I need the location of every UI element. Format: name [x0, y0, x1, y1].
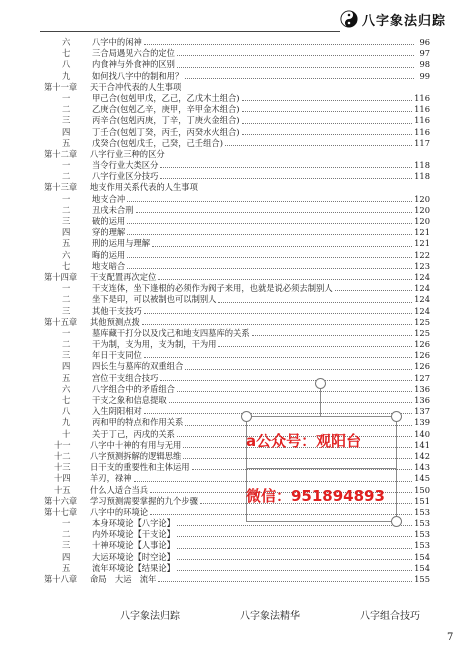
toc-entry-page: 155	[414, 574, 430, 584]
toc-entry-title: 丙辛合(包剋丙庚，丁辛，丁庚火金组合)	[92, 115, 240, 126]
toc-entry-page: 121	[414, 238, 430, 249]
toc-entry	[44, 238, 430, 249]
toc-entry-number: 八	[62, 406, 71, 417]
toc-entry-title: 宫位干支组合技巧	[92, 372, 159, 383]
toc-entry-number: 九	[62, 417, 71, 428]
toc-dot-leader	[177, 552, 412, 560]
toc-entry-page: 153	[414, 529, 430, 540]
toc-entry-number: 二	[62, 339, 71, 350]
toc-entry-page	[165, 149, 179, 160]
toc-entry-title: 戊癸合(包剋戊壬，己癸，己壬组合)	[92, 137, 223, 148]
toc-entry-title: 当令行业大类区分	[92, 160, 159, 171]
toc-entry-page: 123	[414, 260, 430, 271]
page-number: 7	[447, 632, 454, 643]
toc-entry-number: 八	[62, 59, 71, 70]
toc-entry-number: 四	[62, 227, 71, 238]
toc-entry	[44, 283, 430, 294]
toc-entry	[44, 138, 430, 149]
toc-dot-leader	[177, 59, 414, 67]
toc-entry	[44, 563, 430, 574]
toc-entry	[44, 417, 430, 428]
toc-entry-title: 八字中的闲神	[92, 37, 142, 47]
header-logo	[340, 4, 472, 34]
toc-entry-number: 第十二章	[44, 148, 78, 159]
toc-entry-title: 其他干支技巧	[92, 305, 142, 316]
toc-entry-title: 其他预测点拨	[90, 316, 140, 327]
toc-dot-leader	[158, 272, 412, 280]
toc-entry	[44, 317, 430, 328]
toc-entry-page: 124	[414, 294, 430, 305]
toc-entry-number: 一	[62, 283, 71, 294]
toc-entry-number: 六	[62, 249, 71, 260]
page-header	[0, 0, 476, 38]
toc-entry-title: 八字中的环境论	[90, 506, 149, 517]
toc-dot-leader	[177, 48, 414, 56]
overlay-line-top	[246, 416, 396, 417]
toc-dot-leader	[127, 250, 412, 258]
toc-entry-number: 第十七章	[44, 506, 78, 517]
toc-entry-number: 第十八章	[44, 574, 78, 584]
toc-entry	[44, 160, 430, 171]
toc-dot-leader	[218, 339, 412, 347]
toc-dot-leader	[242, 93, 413, 101]
toc-entry-page: 126	[414, 361, 430, 372]
toc-entry-number: 一	[62, 518, 71, 529]
toc-entry-page: 141	[414, 439, 430, 450]
toc-entry-page: 124	[414, 271, 430, 282]
toc-entry-number: 一	[62, 327, 71, 338]
toc-dot-leader	[183, 451, 412, 459]
toc-entry-title: 干支连体，坐下逢根的必须作为阀子来用，也就是说必须去制别人	[92, 283, 333, 294]
page-footer	[120, 607, 420, 622]
toc-entry-number: 三	[62, 350, 71, 361]
toc-dot-leader	[150, 507, 412, 515]
toc-entry-title: 晦的运用	[92, 249, 126, 260]
toc-entry-page: 136	[414, 395, 430, 405]
toc-dot-leader	[177, 529, 412, 537]
toc-entry	[44, 272, 430, 283]
toc-dot-leader	[160, 373, 412, 381]
toc-entry-page: 120	[414, 216, 430, 226]
overlay-ring-top	[315, 378, 326, 389]
toc-dot-leader	[127, 227, 412, 235]
toc-entry-title: 内外环境论【干支论】	[92, 529, 175, 540]
toc-entry-number: 四	[62, 126, 71, 137]
header-brand-title: 八字象法归踪	[362, 13, 447, 29]
toc-entry-title: 刑的运用与理解	[92, 238, 151, 249]
overlay-ring-right	[391, 411, 402, 422]
toc-entry-number: 五	[62, 137, 71, 148]
toc-entry	[44, 518, 430, 529]
toc-entry	[44, 194, 430, 205]
toc-entry-title: 八字中十神的有用与无用	[90, 439, 182, 450]
toc-entry-title: 本身环境论【八字论】	[92, 518, 175, 529]
toc-dot-leader	[142, 317, 412, 325]
toc-entry-page: 126	[414, 350, 430, 361]
toc-entry-page: 153	[414, 506, 430, 517]
overlay-line-mid	[246, 468, 396, 469]
toc-entry-number: 二	[62, 171, 71, 182]
toc-entry-title: 丙和甲的特点和作用关系	[92, 417, 184, 428]
toc-entry	[44, 48, 430, 59]
toc-dot-leader	[335, 283, 413, 291]
toc-entry-page: 116	[414, 115, 430, 126]
toc-entry-number: 一	[62, 92, 71, 103]
toc-entry	[44, 473, 430, 484]
toc-entry-title: 八字行业区分技巧	[92, 171, 159, 182]
toc-entry-page: 124	[414, 283, 430, 294]
toc-dot-leader	[158, 574, 412, 582]
toc-entry-number: 十	[62, 428, 71, 439]
toc-entry-title: 墓库藏干打分以及戊己和地支四墓库的关系	[92, 327, 250, 338]
toc-entry-title: 八字行业三种的区分	[90, 148, 165, 159]
toc-entry-title: 穿的理解	[92, 227, 126, 238]
toc-entry-number: 九	[62, 70, 71, 81]
toc-entry	[44, 93, 430, 104]
toc-entry-number: 二	[62, 529, 71, 540]
toc-entry-title: 大运环境论【时空论】	[92, 551, 175, 562]
toc-entry	[44, 261, 430, 272]
toc-entry	[44, 227, 430, 238]
toc-dot-leader	[136, 205, 413, 213]
toc-entry	[44, 339, 430, 350]
toc-entry-number: 二	[62, 294, 71, 305]
toc-entry-number: 二	[62, 104, 71, 115]
toc-entry-number: 十二	[54, 450, 71, 461]
toc-entry-title: 甲己合(包剋甲戊，乙己，乙戊木土组合)	[92, 92, 240, 103]
toc-entry-title: 地支合冲	[92, 193, 126, 204]
toc-entry-number: 一	[62, 160, 71, 171]
toc-entry	[44, 328, 430, 339]
toc-entry-title: 丁壬合(包剋丁癸，丙壬，丙癸水火组合)	[92, 126, 240, 137]
toc-entry-page: 97	[419, 48, 430, 59]
overlay-line-bottom	[246, 521, 396, 522]
footer-item: 八字象法精华	[240, 611, 300, 622]
toc-dot-leader	[160, 171, 412, 179]
toc-entry	[44, 361, 430, 372]
toc-entry-page: 99	[419, 70, 430, 81]
toc-entry-title: 三合局遇见六合的定位	[92, 48, 175, 59]
toc-entry-page: 154	[414, 551, 430, 562]
toc-dot-leader	[252, 328, 413, 336]
toc-entry-title: 八字预测拆解的逻辑思维	[90, 450, 182, 461]
overlay-line-vertical	[320, 385, 321, 416]
toc-entry	[44, 71, 430, 82]
toc-entry-page: 96	[419, 37, 430, 47]
toc-entry-page: 125	[414, 316, 430, 327]
toc-entry-number: 十三	[54, 462, 71, 473]
toc-entry	[44, 440, 430, 451]
toc-entry-number: 七	[62, 48, 71, 59]
toc-entry-number: 五	[62, 372, 71, 383]
toc-dot-leader	[185, 71, 414, 79]
toc-dot-leader	[127, 194, 412, 202]
watermark-public-account: a公众号：观阳台	[246, 432, 362, 450]
toc-entry-title: 天干合冲代表的人生事项	[90, 81, 182, 92]
toc-dot-leader	[192, 462, 413, 470]
toc-entry-page: 140	[414, 428, 430, 439]
toc-entry-page: 120	[414, 193, 430, 204]
toc-entry-page: 153	[414, 518, 430, 529]
watermark-wechat: 微信：951894893	[246, 487, 385, 505]
toc-entry-page: 120	[414, 204, 430, 215]
toc-entry	[44, 507, 430, 518]
toc-dot-leader	[177, 384, 412, 392]
toc-entry-page: 116	[414, 104, 430, 115]
toc-entry-page: 126	[414, 339, 430, 350]
toc-entry-number: 第十五章	[44, 316, 78, 327]
footer-item: 八字象法归踪	[120, 611, 180, 622]
toc-entry-title: 十神环境论【人事论】	[92, 540, 175, 551]
toc-dot-leader	[144, 406, 412, 414]
toc-entry-page	[181, 82, 195, 93]
footer-item: 八字组合技巧	[360, 611, 420, 622]
toc-entry-page: 136	[414, 383, 430, 394]
toc-dot-leader	[177, 540, 412, 548]
toc-dot-leader	[225, 138, 412, 146]
toc-entry-number: 七	[62, 260, 71, 271]
toc-dot-leader	[144, 306, 412, 314]
toc-entry	[44, 384, 430, 395]
toc-entry-number: 七	[62, 395, 71, 405]
toc-entry-title: 坐下是印，可以被制也可以制别人	[92, 294, 217, 305]
toc-entry-page: 98	[419, 59, 430, 70]
toc-entry-title: 羊刃，禄神	[90, 473, 132, 484]
toc-entry	[44, 216, 430, 227]
toc-entry	[44, 182, 430, 193]
toc-entry-number: 一	[62, 193, 71, 204]
toc-entry-title: 八字组合中的矛盾组合	[92, 383, 175, 394]
toc-entry-page: 151	[414, 495, 430, 506]
toc-dot-leader	[134, 473, 413, 481]
toc-entry	[44, 529, 430, 540]
toc-entry-title: 干为制，支为用，支为制，干为用	[92, 339, 217, 350]
toc-entry-page: 116	[414, 92, 430, 103]
toc-entry-page: 150	[414, 484, 430, 495]
toc-entry-page: 125	[414, 327, 430, 338]
toc-entry-page: 137	[414, 406, 430, 417]
toc-entry-number: 三	[62, 115, 71, 126]
toc-entry-title: 入生阴阳相对	[92, 406, 142, 417]
toc-entry-title: 干支配置再次定位	[90, 271, 157, 282]
toc-entry-title: 地支暗合	[92, 260, 126, 271]
toc-entry-page: 145	[414, 473, 430, 484]
toc-entry-page: 124	[414, 305, 430, 316]
toc-entry	[44, 306, 430, 317]
toc-entry	[44, 552, 430, 563]
toc-dot-leader	[242, 115, 413, 123]
toc-entry-number: 第十一章	[44, 81, 78, 92]
toc-dot-leader	[144, 37, 414, 45]
toc-dot-leader	[177, 518, 412, 526]
toc-entry-title: 关于丁己，丙戌的关系	[92, 428, 175, 439]
toc-entry-title: 什么人适合当兵	[90, 484, 149, 495]
toc-entry-page: 153	[414, 540, 430, 551]
toc-entry	[44, 149, 430, 160]
toc-entry	[44, 37, 430, 48]
overlay-ring-left	[241, 411, 252, 422]
toc-entry-number: 三	[62, 216, 71, 226]
toc-entry-number: 六	[62, 37, 71, 47]
toc-entry-title: 年日干支同位	[92, 350, 142, 361]
toc-entry-page: 142	[414, 450, 430, 461]
toc-entry-title: 乙庚合(包剋乙辛，庚甲，辛甲金木组合)	[92, 104, 240, 115]
toc-entry	[44, 205, 430, 216]
toc-entry-number: 五	[62, 562, 71, 573]
toc-entry-title: 四长生与墓库的双重组合	[92, 361, 184, 372]
toc-entry-page: 122	[414, 249, 430, 260]
toc-entry	[44, 574, 430, 585]
toc-entry	[44, 115, 430, 126]
toc-entry	[44, 250, 430, 261]
toc-entry	[44, 540, 430, 551]
toc-entry-title: 命局 大运 流年	[90, 574, 157, 584]
toc-entry-page: 121	[414, 227, 430, 238]
toc-dot-leader	[242, 104, 413, 112]
toc-entry	[44, 127, 430, 138]
toc-entry-number: 五	[62, 238, 71, 249]
toc-entry	[44, 171, 430, 182]
toc-entry-number: 十四	[54, 473, 71, 484]
toc-dot-leader	[242, 127, 413, 135]
toc-entry-title: 干支之象和信息提取	[92, 395, 167, 405]
toc-dot-leader	[160, 160, 412, 168]
toc-entry-page: 154	[414, 562, 430, 573]
toc-dot-leader	[185, 361, 412, 369]
toc-dot-leader	[144, 350, 412, 358]
overlay-ring-bottom-right	[391, 516, 402, 527]
toc-entry-page: 118	[414, 160, 430, 171]
toc-entry	[44, 104, 430, 115]
toc-entry	[44, 429, 430, 440]
toc-entry-title: 学习预测需要掌握的九个步骤	[90, 495, 198, 506]
toc-dot-leader	[127, 216, 412, 224]
toc-entry	[44, 451, 430, 462]
toc-entry-number: 十五	[54, 484, 71, 495]
toc-entry-number: 四	[62, 551, 71, 562]
toc-entry-page: 117	[414, 137, 430, 148]
toc-dot-leader	[177, 563, 412, 571]
toc-entry-number: 第十三章	[44, 182, 78, 193]
toc-dot-leader	[169, 395, 412, 403]
toc-entry-title: 破的运用	[92, 216, 126, 226]
toc-entry-number: 第十六章	[44, 495, 78, 506]
toc-entry	[44, 395, 430, 406]
toc-entry-title: 内食神与外食神的区别	[92, 59, 175, 70]
toc-entry-number: 三	[62, 305, 71, 316]
toc-entry-number: 六	[62, 383, 71, 394]
toc-entry-title: 流年环境论【结果论】	[92, 562, 175, 573]
toc-entry	[44, 373, 430, 384]
toc-entry	[44, 59, 430, 70]
toc-entry-page: 127	[414, 372, 430, 383]
toc-dot-leader	[185, 417, 412, 425]
toc-entry-title: 丑戌未合刑	[92, 204, 134, 215]
toc-entry-number: 二	[62, 204, 71, 215]
toc-entry-number: 第十四章	[44, 271, 78, 282]
header-rule	[40, 31, 340, 32]
toc-dot-leader	[152, 238, 412, 246]
toc-dot-leader	[127, 261, 412, 269]
toc-entry-number: 四	[62, 361, 71, 372]
toc-entry-number: 十一	[54, 439, 71, 450]
toc-dot-leader	[218, 294, 412, 302]
toc-entry-page: 116	[414, 126, 430, 137]
toc-entry-page: 139	[414, 417, 430, 428]
overlay-line-right	[396, 416, 397, 521]
toc-entry	[44, 82, 430, 93]
toc-entry	[44, 294, 430, 305]
toc-entry-page	[198, 182, 212, 193]
toc-entry-title: 日干支的重要性和主体运用	[90, 462, 190, 473]
toc-entry	[44, 350, 430, 361]
toc-entry-number: 三	[62, 540, 71, 551]
toc-entry-title: 地支作用关系代表的人生事项	[90, 182, 198, 193]
toc-entry-page: 118	[414, 171, 430, 182]
toc-entry-title: 如何找八字中的制和用？	[92, 70, 184, 81]
toc-entry-page: 143	[414, 462, 430, 473]
yin-yang-icon	[340, 10, 358, 28]
